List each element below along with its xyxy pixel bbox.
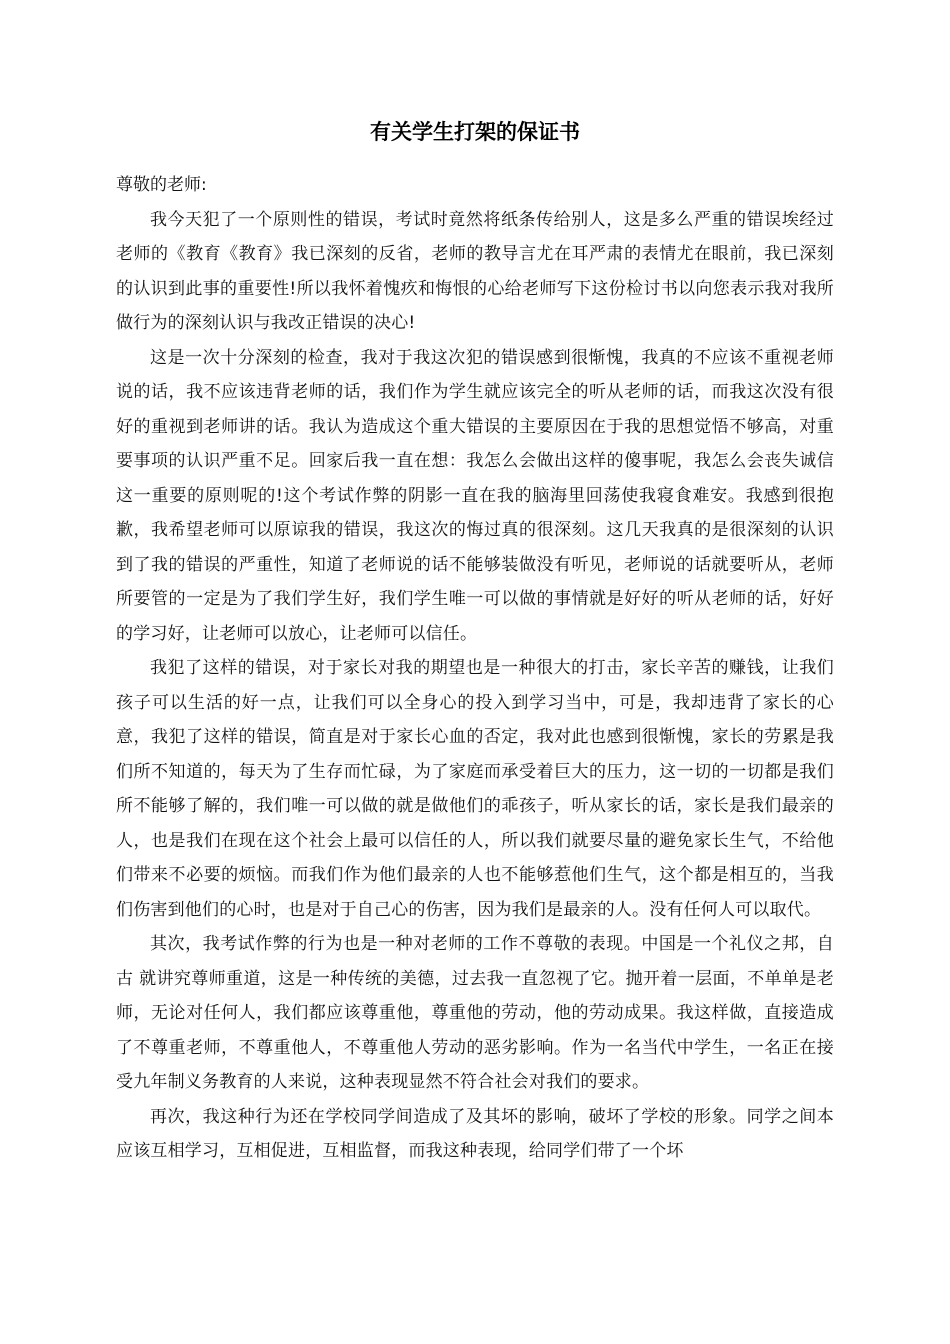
paragraph-4: 其次，我考试作弊的行为也是一种对老师的工作不尊敬的表现。中国是一个礼仪之邦，自古 就讲究尊师重道，这是一种传统的美德，过去我一直忽视了它。抛开着一层面，不单单是老师，无论对任何人，我们都应该尊重他，尊重他的劳动，他的劳动成果。我这样做，直接造成了不尊重老师，不尊重他人，不尊重他人劳动的恶劣影响。作为一名当代中学生，一名正在接受九年制义务教育的人来说，这种表现显然不符合社会对我们的要求。 <box>116 934 834 1092</box>
paragraph-5: 再次，我这种行为还在学校同学间造成了及其坏的影响，破坏了学校的形象。同学之间本应该互相学习，互相促进，互相监督，而我这种表现，给同学们带了一个坏 <box>116 1106 834 1161</box>
paragraph-3: 我犯了这样的错误，对于家长对我的期望也是一种很大的打击，家长辛苦的赚钱，让我们孩子可以生活的好一点，让我们可以全身心的投入到学习当中，可是，我却违背了家长的心意，我犯了这样的错误，简直是对于家长心血的否定，我对此也感到很惭愧，家长的劳累是我们所不知道的，每天为了生存而忙碌，为了家庭而承受着巨大的压力，这一切的一切都是我们所不能够了解的，我们唯一可以做的就是做他们的乖孩子，听从家长的话，家长是我们最亲的人，也是我们在现在这个社会上最可以信任的人，所以我们就要尽量的避免家长生气，不给他们带来不必要的烦恼。而我们作为他们最亲的人也不能够惹他们生气，这个都是相互的，当我们伤害到他们的心时，也是对于自己心的伤害，因为我们是最亲的人。没有任何人可以取代。 <box>116 658 834 920</box>
document-body <box>116 168 834 1169</box>
document-title: 有关学生打架的保证书 <box>370 120 580 144</box>
salutation: 尊敬的老师: <box>116 175 207 195</box>
paragraph-1: 我今天犯了一个原则性的错误，考试时竟然将纸条传给别人，这是多么严重的错误埃经过老师的《教育《教育》我已深刻的反省，老师的教导言尤在耳严肃的表情尤在眼前，我已深刻的认识到此事的重要性!所以我怀着愧疚和悔恨的心给老师写下这份检讨书以向您表示我对我所做行为的深刻认识与我改正错误的决心! <box>116 209 834 333</box>
paragraph-2: 这是一次十分深刻的检查，我对于我这次犯的错误感到很惭愧，我真的不应该不重视老师说的话，我不应该违背老师的话，我们作为学生就应该完全的听从老师的话，而我这次没有很好的重视到老师讲的话。我认为造成这个重大错误的主要原因在于我的思想觉悟不够高，对重要事项的认识严重不足。回家后我一直在想：我怎么会做出这样的傻事呢，我怎么会丧失诚信这一重要的原则呢的!这个考试作弊的阴影一直在我的脑海里回荡使我寝食难安。我感到很抱歉，我希望老师可以原谅我的错误，我这次的悔过真的很深刻。这几天我真的是很深刻的认识到了我的错误的严重性，知道了老师说的话不能够装做没有听见，老师说的话就要听从，老师所要管的一定是为了我们学生好，我们学生唯一可以做的事情就是好好的听从老师的话，好好的学习好，让老师可以放心，让老师可以信任。 <box>116 347 834 644</box>
